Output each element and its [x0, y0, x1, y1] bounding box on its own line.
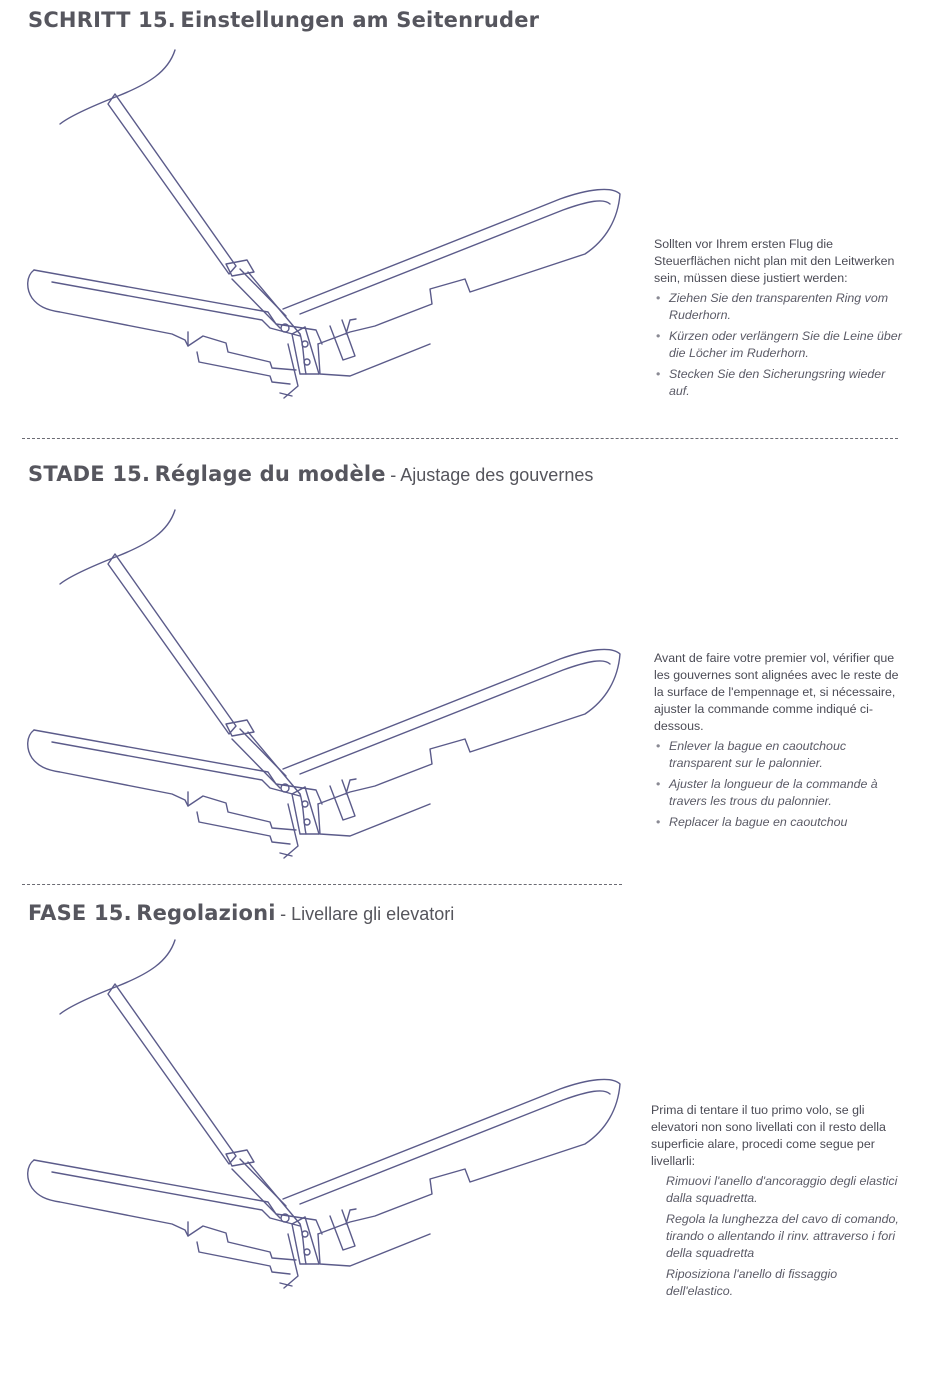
section-2-step-label: STADE 15.	[28, 462, 151, 486]
section-1-intro: Sollten vor Ihrem ersten Flug die Steuerflächen nicht plan mit den Leitwerken sein, müssen diese justiert werden:	[654, 237, 895, 285]
section-3-step-label: FASE 15.	[28, 901, 132, 925]
section-2-instructions	[654, 650, 904, 835]
bullet-icon: •	[656, 291, 661, 305]
section-1-instructions	[654, 236, 904, 404]
list-item: • Stecken Sie den Sicherungsring wieder auf.	[656, 367, 886, 398]
list-item: • Ajuster la longueur de la commande à travers les trous du palonnier.	[656, 777, 878, 808]
list-item: Rimuovi l'anello d'ancoraggio degli elastici dalla squadretta.	[666, 1174, 898, 1205]
list-item: • Ziehen Sie den transparenten Ring vom Ruderhorn.	[656, 291, 889, 322]
list-item: • Replacer la bague en caoutchou	[656, 815, 848, 829]
section-3-intro: Prima di tentare il tuo primo volo, se gli elevatori non sono livellati con il resto della superficie alare, procedi come segue per livellarli:	[651, 1103, 886, 1168]
section-divider-2	[22, 884, 622, 885]
section-divider-1	[22, 438, 898, 439]
section-1-step-label: SCHRITT 15.	[28, 8, 176, 32]
section-3-heading	[28, 901, 454, 925]
section-1-heading	[28, 8, 539, 32]
bullet-icon: •	[656, 367, 661, 381]
bullet-icon: •	[656, 739, 661, 753]
section-3-elevator-diagram	[0, 934, 640, 1314]
list-item: Regola la lunghezza del cavo di comando, tirando o allentando il rinv. attraverso i fori della squadretta	[666, 1212, 899, 1260]
section-1-steps-list	[654, 290, 904, 400]
section-2-title: Réglage du modèle	[154, 462, 386, 486]
list-item: • Kürzen oder verlängern Sie die Leine über die Löcher im Ruderhorn.	[656, 329, 902, 360]
section-2-intro: Avant de faire votre premier vol, vérifier que les gouvernes sont alignées avec le reste de la surface de l'empennage et, si nécessaire, ajuster la commande comme indiqué ci-dessous.	[654, 651, 899, 733]
elevator-diagram-drawing	[0, 934, 640, 1314]
section-3-title: Regolazioni	[136, 901, 276, 925]
section-3-instructions	[651, 1102, 903, 1304]
elevator-diagram-drawing	[0, 44, 640, 424]
list-item: • Enlever la bague en caoutchouc transparent sur le palonnier.	[656, 739, 847, 770]
section-2-elevator-diagram	[0, 504, 640, 884]
section-2-heading	[28, 462, 593, 486]
section-3-steps-list	[651, 1173, 903, 1300]
elevator-diagram-drawing	[0, 504, 640, 884]
bullet-icon: •	[656, 777, 661, 791]
list-item: Riposiziona l'anello di fissaggio dell'elastico.	[666, 1267, 838, 1298]
section-1-title: Einstellungen am Seitenruder	[180, 8, 540, 32]
section-2-subtitle: - Ajustage des gouvernes	[390, 465, 594, 485]
bullet-icon: •	[656, 815, 661, 829]
bullet-icon: •	[656, 329, 661, 343]
section-1-elevator-diagram	[0, 44, 640, 424]
section-2-steps-list	[654, 738, 904, 831]
section-3-subtitle: - Livellare gli elevatori	[280, 904, 455, 924]
